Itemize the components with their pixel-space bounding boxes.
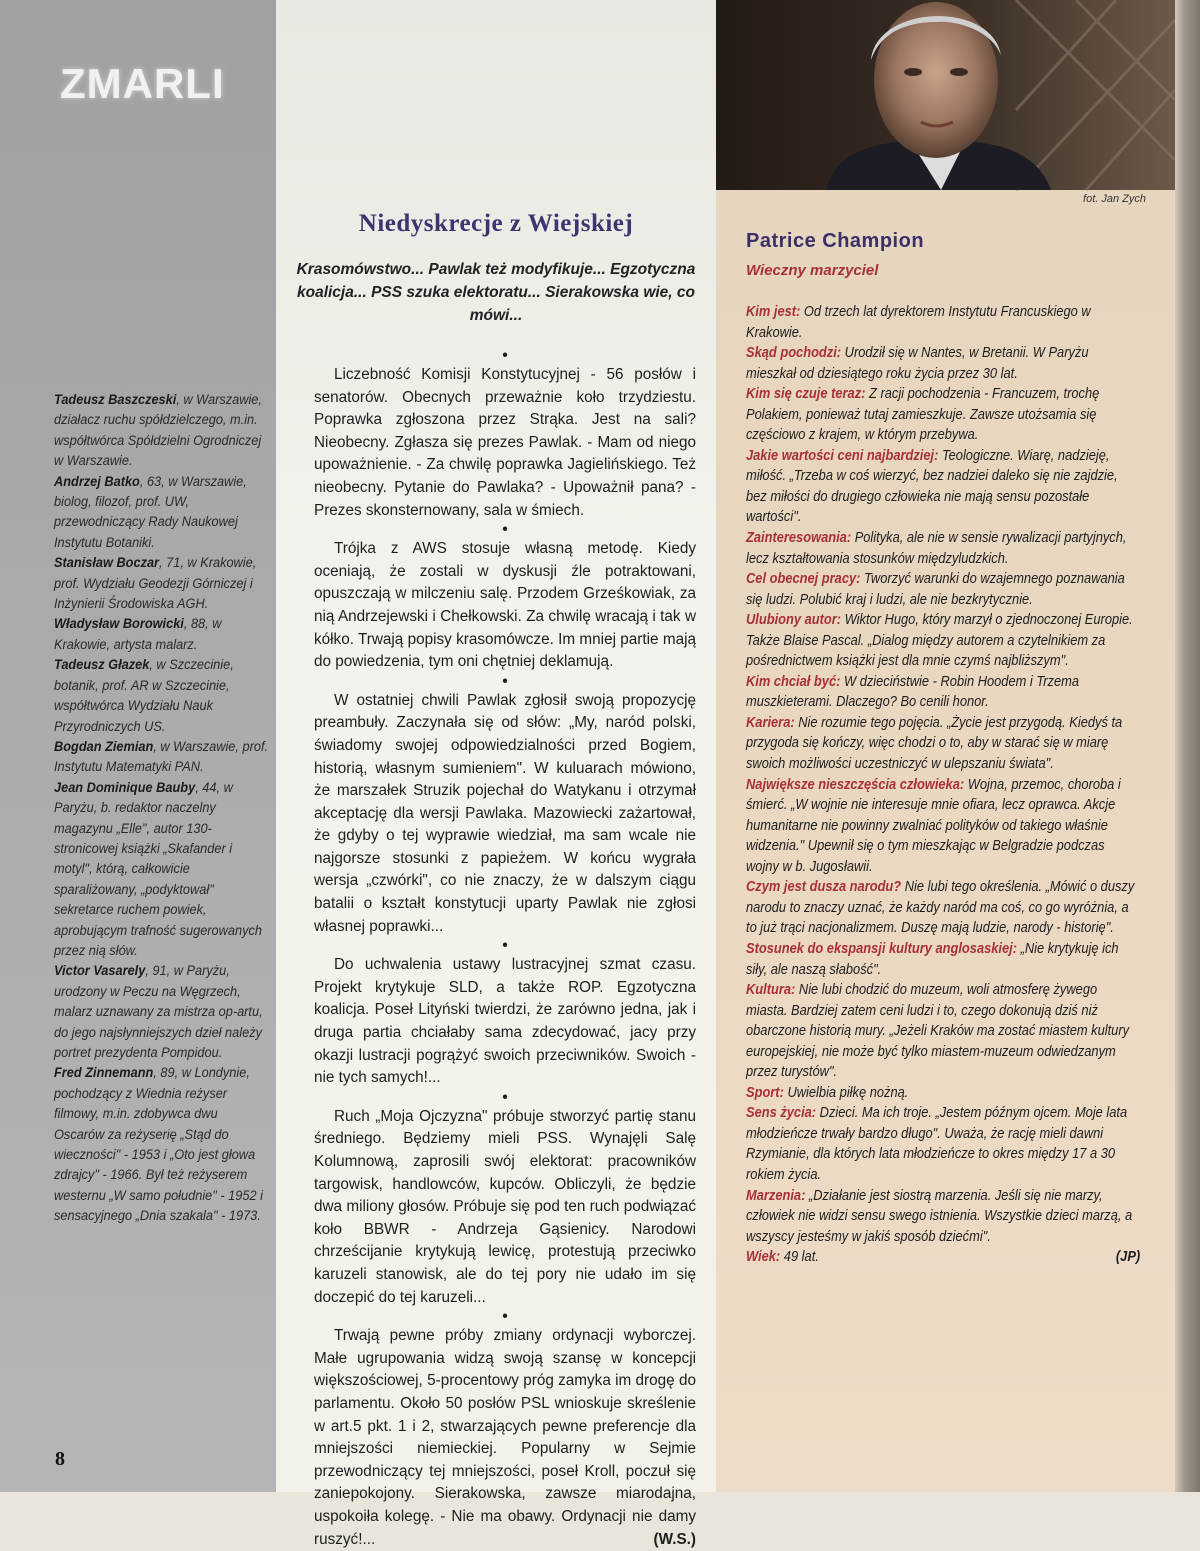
profile-item xyxy=(746,302,1140,343)
profile-item xyxy=(746,713,1140,775)
profile-question: Największe nieszczęścia człowieka: xyxy=(746,777,964,793)
obituary-entry xyxy=(54,614,268,655)
profile-answer: W dzieciństwie - Robin Hoodem i Trzema muszkieterami. Dlaczego? Bo cenili honor. xyxy=(746,674,1079,711)
profile-item xyxy=(746,610,1140,672)
article-paragraph: Do uchwalenia ustawy lustracyjnej szmat czasu. Projekt krytykuje SLD, a także ROP. Egzotyczna koalicja. Poseł Lityński twierdzi, że zarówno jedna, jak i druga partia chciałaby sama zdecydować, jacy przy okazji lustracji pogrążyć swoich przeciwników. Swoich - nie tych samych!... xyxy=(314,954,696,1090)
bullet-separator: • xyxy=(314,674,696,690)
profile-answer: Dzieci. Ma ich troje. „Jestem późnym ojcem. Moje lata młodzieńcze trwały bardzo długo". Uważa, że rację mieli dawni Rzymianie, dla których lata młodzieńcze to okres między 17 a 30 rokiem życia. xyxy=(746,1105,1127,1183)
article-paragraph: Trójka z AWS stosuje własną metodę. Kiedy oceniają, że zostali w dyskusji źle potraktowani, opuszczają w milczeniu salę. Przodem Grześkowiak, za nią Andrzejewski i Chełkowski. Za chwilę wracają i tak w kółko. Trwają popisy krasomówcze. Im mniej partie mają do powiedzenia, tym oni chętniej deklamują. xyxy=(314,538,696,674)
obituary-entry xyxy=(54,737,268,778)
article-paragraph: W ostatniej chwili Pawlak zgłosił swoją propozycję preambuły. Zaczynała się od słów: „My, naród polski, świadomy swojej odpowiedzialności przed Bogiem, historią, własnym sumieniem". W kuluarach mówiono, że marszałek Struzik pojechał do Watykanu i otrzymał akceptację dla wersji Pawlaka. Mazowiecki zażartował, że gdyby o tej wyprawie wiedział, ma sam wcale nie najgorsze stosunki z papieżem. W końcu wygrała wersja „czwórki", co nie znaczy, że w dalszym ciągu batalii o kształt konstytucji uparty Pawlak nie zgłosi własnej poprawki... xyxy=(314,690,696,939)
profile-question: Kultura: xyxy=(746,982,795,998)
profile-question: Cel obecnej pracy: xyxy=(746,571,860,587)
profile-question: Wiek: xyxy=(746,1249,780,1265)
obituary-list xyxy=(54,390,268,1227)
portrait-illustration xyxy=(716,0,1175,190)
profile-question: Kim się czuje teraz: xyxy=(746,386,865,402)
profile-answer: 49 lat. xyxy=(780,1249,819,1265)
obituary-text: , 89, w Londynie, pochodzący z Wiednia reżyser filmowy, m.in. zdobywca dwu Oscarów za reżyserię „Stąd do wieczności" - 1953 i „Oto jest głowa zdrajcy" - 1966. Był też reżyserem westernu „W samo południe" - 1952 i sensacyjnego „Dnia szakala" - 1973. xyxy=(54,1065,263,1224)
article-signature: (W.S.) xyxy=(634,1529,697,1551)
profile-question: Ulubiony autor: xyxy=(746,612,841,628)
profile-answer: Nie rozumie tego pojęcia. „Życie jest przygodą. Kiedyś ta przygoda się kończy, więc chodzi o to, aby w starać się w miarę swoich możliwości uczestniczyć w ulepszaniu świata". xyxy=(746,715,1122,772)
obituary-name: Stanisław Boczar xyxy=(54,555,159,571)
obituary-name: Tadeusz Baszczeski xyxy=(54,392,176,408)
profile-subtitle: Wieczny marzyciel xyxy=(746,262,878,279)
section-title: ZMARLI xyxy=(60,60,225,108)
page-edge xyxy=(1175,0,1200,1492)
profile-answer: Tworzyć warunki do wzajemnego poznawania się ludzi. Polubić kraj i ludzi, ale nie bezkrytycznie. xyxy=(746,571,1125,608)
article-title: Niedyskrecje z Wiejskiej xyxy=(276,210,716,238)
profile-answer: Od trzech lat dyrektorem Instytutu Francuskiego w Krakowie. xyxy=(746,304,1091,341)
profile-question: Kariera: xyxy=(746,715,795,731)
obituary-text: , w Warszawie, prof. Instytutu Matematyki PAN. xyxy=(54,739,268,775)
profile-item xyxy=(746,343,1140,384)
article-paragraph: Ruch „Moja Ojczyzna" próbuje stworzyć partię stanu średniego. Będziemy mieli PSS. Wynajęli Salę Kolumnową, zaprosili swój elektorat: pracowników targowisk, handlowców, kupców. Obliczyli, że będzie dwa miliony głosów. Próbuje się pod ten ruch podwiązać koło BBWR - Andrzeja Gąsienicy. Narodowi chrześcijanie krytykują lewicę, protestują przeciwko karuzeli stanowisk, ale do tej pory nie udało im się doczepić do tej karuzeli... xyxy=(314,1106,696,1309)
profile-question: Skąd pochodzi: xyxy=(746,345,841,361)
obituary-text: , 88, w Krakowie, artysta malarz. xyxy=(54,616,221,652)
profile-answer: Wiktor Hugo, który marzył o zjednoczonej Europie. Także Blaise Pascal. „Dialog między autorem a czytelnikiem za pośrednictwem książki jest dla mnie czymś najbliższym". xyxy=(746,612,1133,669)
profile-question: Kim chciał być: xyxy=(746,674,840,690)
profile-question: Jakie wartości ceni najbardziej: xyxy=(746,448,938,464)
article-body xyxy=(314,348,696,1551)
profile-age xyxy=(746,1247,819,1268)
profile-question: Marzenia: xyxy=(746,1188,805,1204)
profile-item xyxy=(746,775,1140,878)
profile-answer: Urodził się w Nantes, w Bretanii. W Paryżu mieszkał od dziesiątego roku życia przez 30 lat. xyxy=(746,345,1089,382)
bullet-separator: • xyxy=(314,348,696,364)
obituary-text: , w Szczecinie, botanik, prof. AR w Szczecinie, współtwórca Wydziału Nauk Przyrodniczych US. xyxy=(54,657,234,734)
obituary-name: Victor Vasarely xyxy=(54,963,145,979)
profile-item xyxy=(746,1186,1140,1248)
profile-item xyxy=(746,384,1140,446)
obituary-name: Władysław Borowicki xyxy=(54,616,184,632)
profile-question: Czym jest dusza narodu? xyxy=(746,879,901,895)
profile-answer: Uwielbia piłkę nożną. xyxy=(784,1085,908,1101)
profile-question: Sens życia: xyxy=(746,1105,816,1121)
profile-item xyxy=(746,528,1140,569)
obituary-text: , 91, w Paryżu, urodzony w Peczu na Węgrzech, malarz uznawany za mistrza op-artu, do jego najsłynniejszych dzieł należy portret prezydenta Pompidou. xyxy=(54,963,263,1061)
article-column xyxy=(276,0,716,1492)
bullet-separator: • xyxy=(314,1090,696,1106)
obituary-name: Andrzej Batko xyxy=(54,474,140,490)
article-paragraph: Trwają pewne próby zmiany ordynacji wyborczej. Małe ugrupowania widzą swoją szansę w koncepcji większościowej, 5-procentowy próg zamyka im drogę do parlamentu. Około 50 posłów PSL wnioskuje skreślenie w art.5 pkt. 1 i 2, stwarzających pewne preferencje dla mniejszości niemieckiej. Popularny w Sejmie przewodniczący tej mniejszości, poseł Kroll, poczuł się zaniepokojony. Sierakowska, zawsze miarodajna, uspokoiła kolegę. - Nie ma obawy. Ordynacji nie damy ruszyć!... (W.S.) xyxy=(314,1325,696,1551)
article-lead: Krasomówstwo... Pawlak też modyfikuje... Egzotyczna koalicja... PSS szuka elektoratu... Sierakowska wie, co mówi... xyxy=(296,259,696,327)
obituary-column xyxy=(0,0,276,1492)
profile-answer: „Nie krytykuję ich siły, ale naszą słabość". xyxy=(746,941,1119,978)
obituary-name: Fred Zinnemann xyxy=(54,1065,153,1081)
photo-credit: fot. Jan Zych xyxy=(1016,193,1146,205)
profile-item xyxy=(746,939,1140,980)
profile-question: Zainteresowania: xyxy=(746,530,851,546)
profile-qa-list xyxy=(746,302,1140,1268)
obituary-text: , 63, w Warszawie, biolog, filozof, prof. UW, przewodniczący Rady Naukowej Instytutu Botaniki. xyxy=(54,474,247,551)
profile-answer: „Działanie jest siostrą marzenia. Jeśli się nie marzy, człowiek nie widzi sensu swego istnienia. Wszystkie dzieci marzą, a wszyscy jesteśmy w jakiś sposób dziećmi". xyxy=(746,1188,1132,1245)
obituary-text: , w Warszawie, działacz ruchu spółdzielczego, m.in. współtwórca Spółdzielni Ogrodniczej w Warszawie. xyxy=(54,392,262,469)
page-number: 8 xyxy=(55,1448,65,1471)
profile-item xyxy=(746,1103,1140,1185)
obituary-entry xyxy=(54,553,268,614)
profile-question: Sport: xyxy=(746,1085,784,1101)
profile-question: Kim jest: xyxy=(746,304,800,320)
obituary-entry xyxy=(54,655,268,737)
obituary-name: Tadeusz Głazek xyxy=(54,657,149,673)
profile-item xyxy=(746,672,1140,713)
obituary-entry xyxy=(54,778,268,962)
bullet-separator: • xyxy=(314,522,696,538)
profile-column xyxy=(716,0,1175,1492)
obituary-text: , 71, w Krakowie, prof. Wydziału Geodezji Górniczej i Inżynierii Środowiska AGH. xyxy=(54,555,256,612)
profile-answer: Teologiczne. Wiarę, nadzieję, miłość. „Trzeba w coś wierzyć, bez nadziei daleko się nie zajdzie, bez miłości do drugiego człowieka nie mają sensu pozostałe wartości". xyxy=(746,448,1118,526)
profile-signature: (JP) xyxy=(1116,1247,1140,1268)
profile-answer: Nie lubi chodzić do muzeum, woli atmosferę żywego miasta. Bardziej zatem ceni ludzi i to, czego dokonują dziś niż obarczone historią mury. „Jeżeli Kraków ma zostać miastem kultury europejskiej, nie może być tylko miastem-muzeum odwiedzanym przez turystów". xyxy=(746,982,1129,1080)
profile-item xyxy=(746,446,1140,528)
obituary-entry xyxy=(54,1063,268,1226)
profile-item xyxy=(746,1083,1140,1104)
profile-item xyxy=(746,980,1140,1083)
profile-closing xyxy=(746,1247,1140,1268)
bullet-separator: • xyxy=(314,1309,696,1325)
profile-answer: Z racji pochodzenia - Francuzem, trochę Polakiem, ponieważ tutaj zamieszkuje. Zawsze utożsamia się częściowo z krajem, w którym przebywa. xyxy=(746,386,1099,443)
obituary-entry xyxy=(54,390,268,472)
profile-item xyxy=(746,877,1140,939)
bullet-separator: • xyxy=(314,938,696,954)
obituary-text: , 44, w Paryżu, b. redaktor naczelny magazynu „Elle", autor 130-stronicowej książki „Skafander i motyl", którą, całkowicie sparaliżowany, „podyktował" sekretarce ruchem powiek, aprobującym trafność sugerowanych przez nią słów. xyxy=(54,780,262,959)
profile-question: Stosunek do ekspansji kultury anglosaskiej: xyxy=(746,941,1017,957)
profile-answer: Wojna, przemoc, choroba i śmierć. „W wojnie nie interesuje mnie ofiara, lecz oprawca. Akcje humanitarne nie powinny zwalniać polityków od takiego właśnie widzenia." Upewnił się o tym mieszkając w Belgradzie podczas wojny w b. Jugosławii. xyxy=(746,777,1121,875)
profile-answer: Nie lubi tego określenia. „Mówić o duszy narodu to znaczy uznać, że każdy naród ma coś, co go wyróżnia, a to już trąci nacjonalizmem. Duszę mają ludzie, narody - historię". xyxy=(746,879,1134,936)
profile-item xyxy=(746,569,1140,610)
profile-answer: Polityka, ale nie w sensie rywalizacji partyjnych, lecz kształtowania stosunków międzyludzkich. xyxy=(746,530,1126,567)
article-paragraph: Liczebność Komisji Konstytucyjnej - 56 posłów i senatorów. Obecnych przeważnie koło trzydziestu. Poprawka zgłoszona przez Strąka. Jest na sali? Nieobecny. Zgłasza się prezes Pawlak. - Mam od niego upoważnienie. - Za chwilę poprawka Jagielińskiego. Też nieobecny. Pytanie do Pawlaka? - Upoważnił pana? - Prezes skonsternowany, sala w śmiech. xyxy=(314,364,696,522)
obituary-entry xyxy=(54,472,268,554)
obituary-entry xyxy=(54,961,268,1063)
obituary-name: Jean Dominique Bauby xyxy=(54,780,195,796)
portrait-photo xyxy=(716,0,1175,190)
obituary-name: Bogdan Ziemian xyxy=(54,739,153,755)
profile-name: Patrice Champion xyxy=(746,230,924,253)
